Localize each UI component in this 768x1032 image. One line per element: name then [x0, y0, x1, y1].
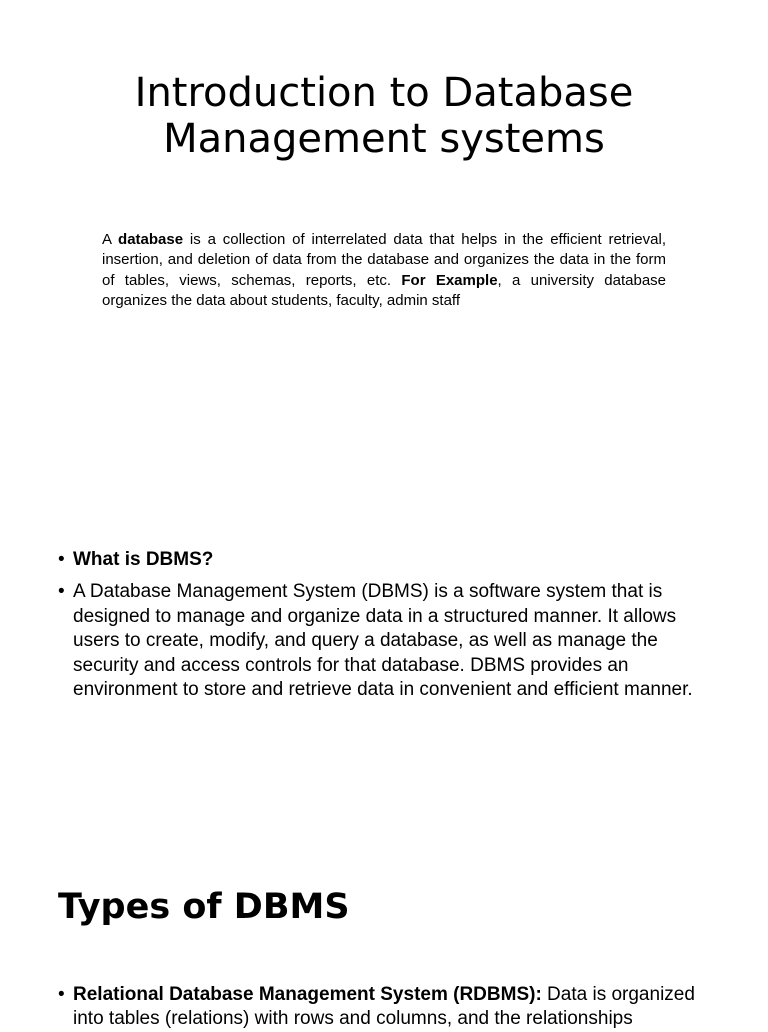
bullet-rdbms [58, 983, 708, 1032]
bullet-dbms-definition [58, 580, 708, 702]
intro-paragraph [102, 230, 666, 311]
intro-example-label: For Example [401, 271, 498, 289]
title-line-1: Introduction to Database [134, 70, 634, 116]
bullet-what-is-dbms [58, 548, 708, 572]
types-of-dbms-heading: Types of DBMS [58, 887, 350, 927]
page-title [60, 70, 708, 162]
types-bullet-list [58, 983, 708, 1032]
what-is-dbms-heading: What is DBMS? [73, 549, 214, 570]
dbms-definition-text: A Database Management System (DBMS) is a software system that is designed to manage and organize data in a structured manner. It allows users to create, modify, and query a database, as well as manage the security and access controls for that database. DBMS provides an environment to store and retrieve data in convenient and efficient manner. [73, 581, 693, 701]
intro-text-1: is a collection of interrelated data that helps in the efficient retrieval, insertion, and deletion of data from the database and organizes the data in the form of tables, views, schemas, reports, etc. [102, 231, 666, 289]
bullet-dot-icon: • [58, 984, 65, 1005]
intro-lead: A [102, 231, 119, 248]
intro-term-database: database [118, 231, 184, 248]
bullet-dot-icon: • [58, 581, 65, 603]
dbms-bullet-list [58, 548, 708, 710]
rdbms-label: Relational Database Management System (RDBMS): [73, 984, 542, 1005]
bullet-dot-icon: • [58, 549, 65, 570]
rdbms-text: Data is organized into tables (relations) with rows and columns, and the relationships [73, 984, 695, 1030]
title-line-2: Management systems [163, 116, 605, 162]
intro-text-2: , a university database organizes the data about students, faculty, admin staff [102, 271, 666, 309]
